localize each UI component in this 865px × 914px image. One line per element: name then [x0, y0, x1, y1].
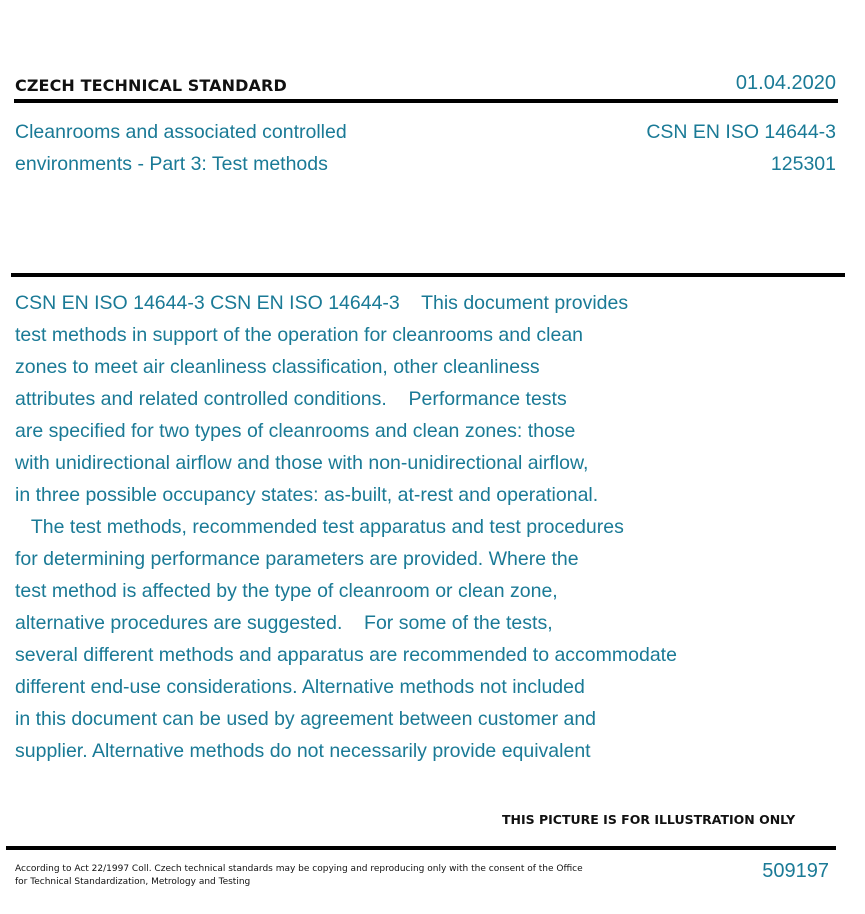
abstract-line: attributes and related controlled conditions. Performance tests [15, 388, 567, 410]
abstract-line: supplier. Alternative methods do not necessarily provide equivalent [15, 740, 591, 762]
abstract-line: with unidirectional airflow and those with non-unidirectional airflow, [15, 452, 589, 474]
document-type-heading: CZECH TECHNICAL STANDARD [15, 76, 287, 95]
standard-identifiers [646, 116, 836, 180]
publication-date: 01.04.2020 [735, 72, 836, 94]
standard-title-line: environments - Part 3: Test methods [15, 153, 328, 175]
illustration-disclaimer: THIS PICTURE IS FOR ILLUSTRATION ONLY [502, 812, 796, 827]
abstract-line: CSN EN ISO 14644-3 CSN EN ISO 14644-3 This document provides [15, 292, 629, 314]
abstract-text [15, 287, 775, 767]
abstract-line: zones to meet air cleanliness classification, other cleanliness [15, 356, 540, 378]
abstract-line: different end-use considerations. Alternative methods not included [15, 676, 585, 698]
bottom-divider [6, 846, 836, 850]
standard-title-line: Cleanrooms and associated controlled [15, 121, 347, 143]
abstract-line: several different methods and apparatus are recommended to accommodate [15, 644, 677, 666]
abstract-line: The test methods, recommended test apparatus and test procedures [15, 516, 624, 538]
abstract-line: are specified for two types of cleanrooms and clean zones: those [15, 420, 576, 442]
abstract-line: for determining performance parameters are provided. Where the [15, 548, 579, 570]
abstract-line: test methods in support of the operation for cleanrooms and clean [15, 324, 584, 346]
legal-notice-line: According to Act 22/1997 Coll. Czech technical standards may be copying and reproducing only with the consent of the Office [15, 864, 583, 874]
standard-title [15, 116, 435, 180]
standard-code: CSN EN ISO 14644-3 [646, 121, 836, 143]
legal-notice-line: for Technical Standardization, Metrology and Testing [15, 877, 251, 887]
top-divider [14, 99, 838, 103]
legal-notice [15, 863, 615, 889]
abstract-line: in this document can be used by agreement between customer and [15, 708, 597, 730]
abstract-line: in three possible occupancy states: as-built, at-rest and operational. [15, 484, 599, 506]
middle-divider [11, 273, 845, 277]
abstract-line: alternative procedures are suggested. For some of the tests, [15, 612, 553, 634]
classification-number: 125301 [770, 153, 836, 175]
abstract-line: test method is affected by the type of cleanroom or clean zone, [15, 580, 558, 602]
catalog-number: 509197 [762, 860, 829, 882]
